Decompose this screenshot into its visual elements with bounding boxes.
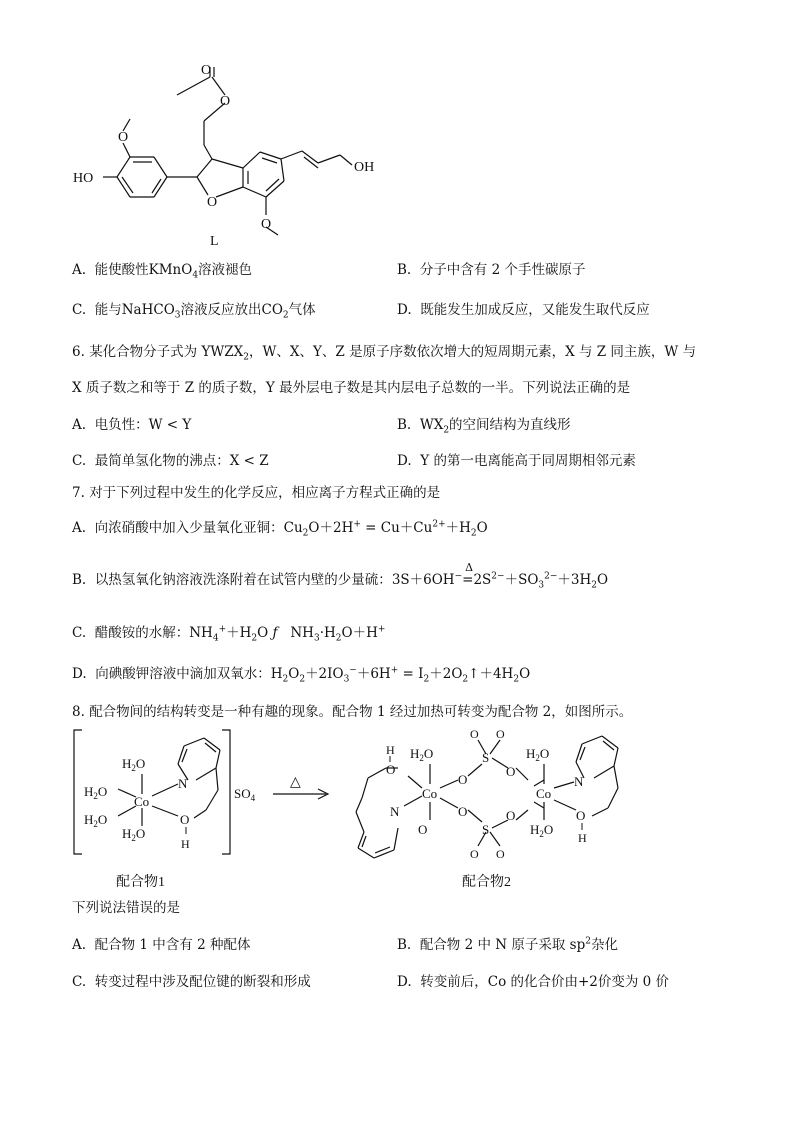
svg-text:H2O: $H_2O$ bbox=[122, 756, 146, 773]
svg-text:O: O bbox=[576, 808, 586, 823]
svg-text:N: N bbox=[574, 774, 584, 789]
svg-text:O: O bbox=[118, 130, 129, 145]
svg-text:H: H bbox=[181, 837, 190, 851]
svg-text:O: O bbox=[506, 808, 516, 823]
svg-text:O: O bbox=[201, 63, 212, 78]
q7-d-equation: $H_2O_2+2IO_3^-+6H^+$ = $I_2+2O_2↑+4H_2O$ bbox=[270, 665, 531, 685]
svg-text:Co: Co bbox=[422, 786, 438, 801]
q8-option-a: A. 配合物 1 中含有 2 种配体 bbox=[72, 937, 251, 953]
q7-b-equation: 3S＋6OH− Δ $=2S^{2-}+SO_3^{2-}+3H_2O$ bbox=[391, 561, 609, 591]
svg-text:O: O bbox=[470, 727, 479, 741]
q8-stem: 8. 配合物间的结构转变是一种有趣的现象。配合物 1 经过加热可转变为配合物 2，如图所示。 bbox=[72, 704, 633, 720]
svg-text:H2O: $H_2O$ bbox=[410, 746, 434, 763]
svg-text:O: O bbox=[220, 94, 231, 109]
q8-option-d: D. 转变前后，Co 的化合价由+2价变为 0 价 bbox=[397, 974, 670, 990]
q5-option-b: B. 分子中含有 2 个手性碳原子 bbox=[397, 262, 586, 278]
svg-text:H2O: $H_2O$ bbox=[526, 746, 550, 763]
svg-text:H: H bbox=[386, 743, 395, 757]
svg-text:O: O bbox=[386, 762, 396, 777]
molecule-L-structure bbox=[70, 55, 400, 250]
q7-option-b: B. 以热氢氧化钠溶液洗涤附着在试管内壁的少量硫：3S＋6OH− Δ $=2S^{2-}+SO_3^{2-}+3H_2O$ bbox=[72, 561, 609, 591]
complex2-label: 配合物2 bbox=[462, 875, 511, 890]
q7-option-c: C. 醋酸铵的水解：$NH_4^++H_2O$ ƒ $NH_3\cdot H_2O+H^+$ bbox=[72, 624, 386, 644]
hydroxyl-left-label: HO bbox=[73, 171, 94, 186]
q5-option-c: C. 能与NaHCO$_3$溶液反应放出$CO_2$气体 bbox=[72, 302, 316, 321]
q8-reaction-scheme bbox=[68, 724, 728, 894]
q6-stem-line1: 6. 某化合物分子式为 $YWZX_2$，W、X、Y、Z 是原子序数依次增大的短周期元素，X 与 Z 同主族，W 与 bbox=[72, 344, 697, 363]
molecule-label: L bbox=[210, 234, 219, 249]
q7-a-equation: $Cu_2O+2H^+ = Cu+Cu^{2+}+H_2O$ bbox=[283, 519, 488, 539]
q8-option-c: C. 转变过程中涉及配位键的断裂和形成 bbox=[72, 974, 311, 990]
svg-text:O: O bbox=[261, 217, 272, 232]
svg-text:H2O: $H_2O$ bbox=[122, 826, 146, 843]
q6-option-b: B. $WX_2$的空间结构为直线形 bbox=[397, 417, 571, 436]
q5-option-d: D. 既能发生加成反应，又能发生取代反应 bbox=[397, 302, 650, 318]
heat-symbol: △ bbox=[290, 775, 301, 790]
q6-option-a: A. 电负性：W < Y bbox=[72, 417, 192, 433]
svg-text:H2O: $H_2O$ bbox=[84, 784, 108, 801]
hydroxyl-right-label: OH bbox=[354, 160, 375, 175]
q8-option-b: B. 配合物 2 中 N 原子采取 $sp^2$杂化 bbox=[397, 936, 618, 953]
q7-c-equation: $NH_4^++H_2O$ ƒ $NH_3\cdot H_2O+H^+$ bbox=[189, 624, 386, 644]
complex1-label: 配合物1 bbox=[116, 875, 165, 890]
svg-text:O: O bbox=[418, 822, 428, 837]
q6-stem-line2: X 质子数之和等于 Z 的质子数，Y 最外层电子数是其内层电子总数的一半。下列说法正确的是 bbox=[72, 380, 631, 396]
svg-text:O: O bbox=[458, 772, 468, 787]
ring-oxygen-label: O bbox=[207, 195, 218, 210]
q7-stem: 7. 对于下列过程中发生的化学反应，相应离子方程式正确的是 bbox=[72, 485, 441, 501]
q8-followup: 下列说法错误的是 bbox=[72, 900, 180, 916]
svg-text:O: O bbox=[458, 804, 468, 819]
svg-text:O: O bbox=[470, 847, 479, 861]
svg-text:O: O bbox=[180, 812, 190, 827]
svg-text:O: O bbox=[496, 727, 505, 741]
svg-text:O: O bbox=[496, 847, 505, 861]
svg-text:S: S bbox=[482, 822, 490, 837]
svg-text:Co: Co bbox=[536, 786, 552, 801]
svg-text:H2O: $H_2O$ bbox=[530, 822, 554, 839]
q6-option-c: C. 最简单氢化物的沸点：X < Z bbox=[72, 453, 269, 469]
sulfate-counterion: $SO_4$ bbox=[234, 786, 256, 803]
svg-text:N: N bbox=[390, 804, 400, 819]
svg-text:S: S bbox=[482, 750, 490, 765]
q7-option-a: A. 向浓硝酸中加入少量氧化亚铜：$Cu_2O+2H^+ = Cu+Cu^{2+}+H_2O$ bbox=[72, 519, 488, 539]
q7-option-d: D. 向碘酸钾溶液中滴加双氧水：$H_2O_2+2IO_3^-+6H^+$ = $I_2+2O_2↑+4H_2O$ bbox=[72, 665, 531, 685]
svg-text:H: H bbox=[578, 831, 587, 845]
svg-text:N: N bbox=[178, 776, 188, 791]
q5-option-a: A. 能使酸性KMnO$_4$溶液褪色 bbox=[72, 262, 253, 281]
svg-text:O: O bbox=[506, 764, 516, 779]
svg-text:Co: Co bbox=[134, 794, 150, 809]
q6-option-d: D. Y 的第一电离能高于同周期相邻元素 bbox=[397, 453, 636, 469]
svg-text:H2O: $H_2O$ bbox=[84, 812, 108, 829]
